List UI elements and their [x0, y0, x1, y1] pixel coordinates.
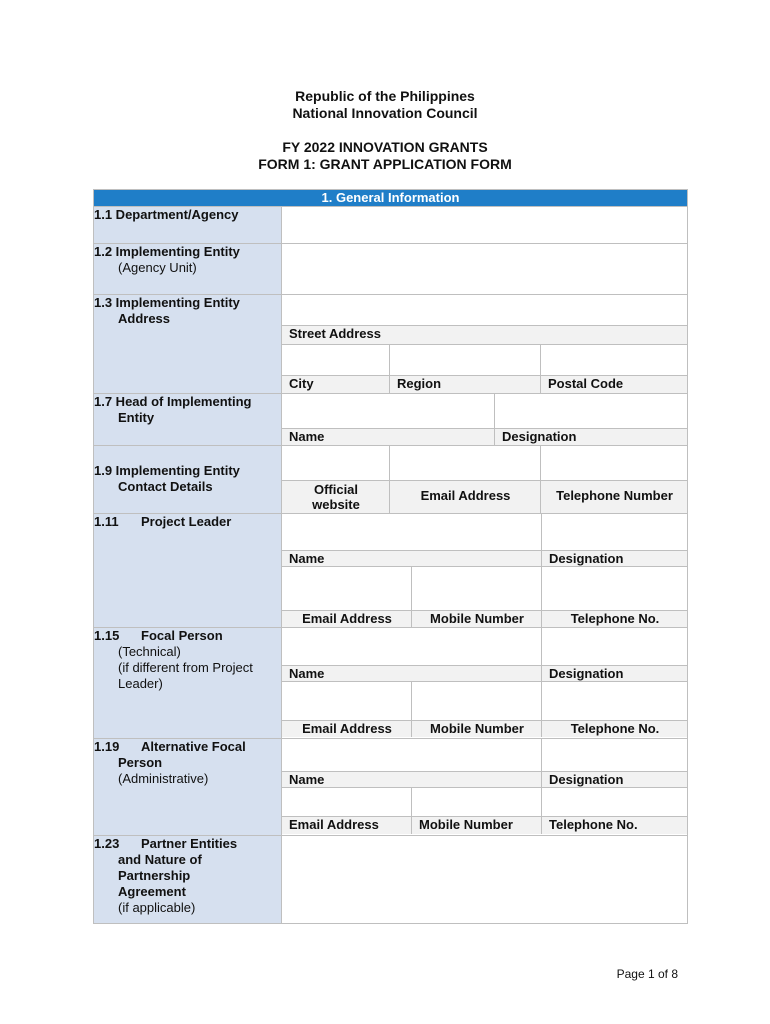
contact-email-field[interactable]: [390, 446, 541, 481]
alt-focal-person-group: [282, 739, 688, 836]
partner-entities-field[interactable]: [282, 836, 688, 924]
contact-telephone-field[interactable]: [541, 446, 687, 481]
focal-name-field[interactable]: [282, 628, 542, 666]
focal-person-group: [282, 628, 688, 739]
leader-mobile-caption: Mobile Number: [412, 611, 542, 627]
city-caption: City: [282, 376, 390, 393]
focal-telephone-field[interactable]: [542, 682, 687, 721]
alt-telephone-field[interactable]: [542, 788, 687, 817]
label-address: 1.3 Implementing Entity Address: [94, 295, 282, 394]
street-address-field[interactable]: [282, 295, 687, 326]
alt-email-caption: Email Address: [282, 817, 412, 834]
leader-name-caption: Name: [282, 551, 542, 567]
street-address-caption: Street Address: [282, 326, 687, 345]
head-designation-field[interactable]: [495, 394, 687, 429]
label-alt-focal-person: 1.19 Alternative Focal Person (Administrative): [94, 739, 282, 836]
leader-email-field[interactable]: [282, 567, 412, 611]
implementing-entity-field[interactable]: [282, 244, 688, 295]
alt-designation-field[interactable]: [542, 739, 687, 772]
focal-designation-field[interactable]: [542, 628, 687, 666]
alt-telephone-caption: Telephone No.: [542, 817, 687, 834]
focal-email-field[interactable]: [282, 682, 412, 721]
alt-mobile-caption: Mobile Number: [412, 817, 542, 834]
contact-group: [282, 446, 688, 514]
header-program: FY 2022 INNOVATION GRANTS: [282, 139, 488, 155]
alt-email-field[interactable]: [282, 788, 412, 817]
leader-name-field[interactable]: [282, 514, 542, 551]
head-name-caption: Name: [282, 429, 495, 445]
form-title: FORM 1: GRANT APPLICATION FORM: [258, 156, 512, 172]
general-information-table: [93, 189, 688, 924]
label-project-leader: 1.11 Project Leader: [94, 514, 282, 628]
label-partner-entities: 1.23 Partner Entities and Nature of Partnership Agreement (if applicable): [94, 836, 282, 924]
focal-mobile-field[interactable]: [412, 682, 542, 721]
official-website-caption: Official website: [282, 481, 390, 513]
contact-telephone-caption: Telephone Number: [541, 481, 687, 513]
label-contact: 1.9 Implementing Entity Contact Details: [94, 446, 282, 514]
address-group: [282, 295, 688, 394]
focal-telephone-caption: Telephone No.: [542, 721, 687, 737]
leader-designation-field[interactable]: [542, 514, 687, 551]
leader-mobile-field[interactable]: [412, 567, 542, 611]
header-country: Republic of the Philippines: [295, 88, 475, 104]
city-field[interactable]: [282, 345, 390, 376]
department-field[interactable]: [282, 207, 688, 244]
focal-mobile-caption: Mobile Number: [412, 721, 542, 737]
official-website-field[interactable]: [282, 446, 390, 481]
head-designation-caption: Designation: [495, 429, 687, 445]
alt-name-field[interactable]: [282, 739, 542, 772]
label-focal-person: 1.15 Focal Person (Technical) (if different from Project Leader): [94, 628, 282, 739]
project-leader-group: [282, 514, 688, 628]
alt-designation-caption: Designation: [542, 772, 687, 788]
leader-telephone-caption: Telephone No.: [542, 611, 687, 627]
section-title: 1. General Information: [94, 190, 688, 207]
region-field[interactable]: [390, 345, 541, 376]
focal-email-caption: Email Address: [282, 721, 412, 737]
leader-email-caption: Email Address: [282, 611, 412, 627]
alt-name-caption: Name: [282, 772, 542, 788]
label-department: 1.1 Department/Agency: [94, 207, 282, 244]
focal-designation-caption: Designation: [542, 666, 687, 682]
label-implementing-entity: 1.2 Implementing Entity (Agency Unit): [94, 244, 282, 295]
leader-designation-caption: Designation: [542, 551, 687, 567]
region-caption: Region: [390, 376, 541, 393]
head-group: [282, 394, 688, 446]
postal-code-field[interactable]: [541, 345, 687, 376]
page-number: Page 1 of 8: [616, 967, 678, 981]
header-council: National Innovation Council: [292, 105, 478, 121]
postal-code-caption: Postal Code: [541, 376, 687, 393]
focal-name-caption: Name: [282, 666, 542, 682]
head-name-field[interactable]: [282, 394, 495, 429]
contact-email-caption: Email Address: [390, 481, 541, 513]
label-head: 1.7 Head of Implementing Entity: [94, 394, 282, 446]
alt-mobile-field[interactable]: [412, 788, 542, 817]
leader-telephone-field[interactable]: [542, 567, 687, 611]
